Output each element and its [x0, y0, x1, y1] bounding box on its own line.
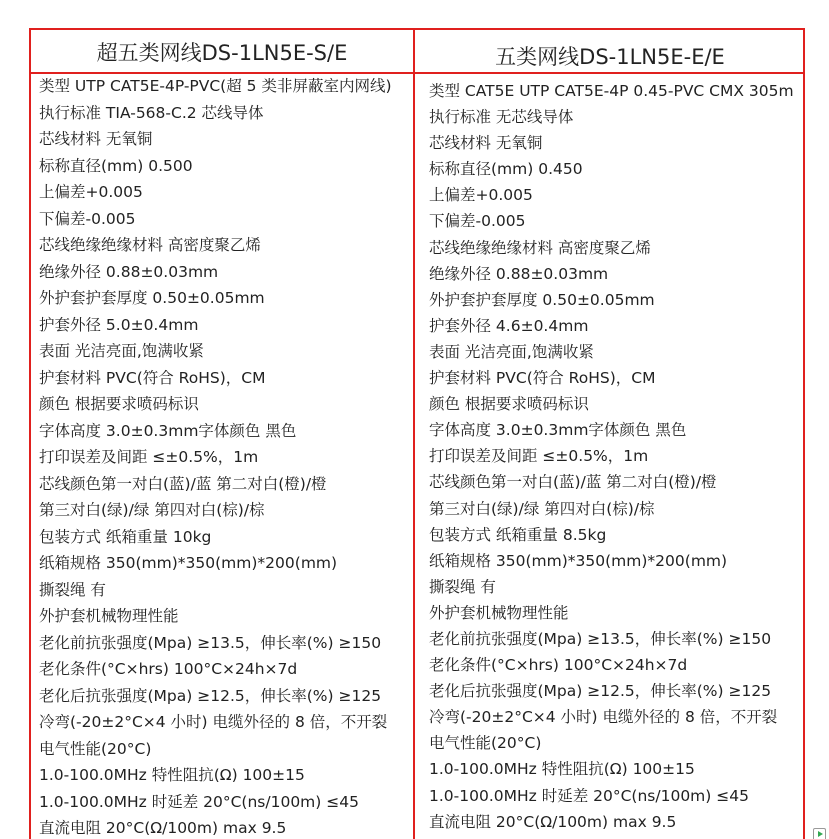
spec-row: 芯线绝缘绝缘材料 高密度聚乙烯 — [429, 238, 651, 257]
spec-row: 电气性能(20°C) — [39, 739, 152, 758]
spec-row: 纸箱规格 350(mm)*350(mm)*200(mm) — [429, 551, 728, 570]
spec-row: 护套材料 PVC(符合 RoHS)，CM — [429, 369, 656, 388]
spec-row: 芯线绝缘绝缘材料 高密度聚乙烯 — [39, 236, 261, 254]
spec-row: 冷弯(-20±2°C×4 小时) 电缆外径的 8 倍，不开裂 — [39, 713, 388, 731]
spec-row: 包装方式 纸箱重量 10kg — [39, 527, 212, 546]
spec-row: 打印误差及间距 ≤±0.5%，1m — [39, 448, 259, 466]
spec-row: 标称直径(mm) 0.500 — [39, 156, 193, 175]
spec-row: 直流电阻 20°C(Ω/100m) max 9.5 — [429, 812, 677, 831]
spec-row: 护套材料 PVC(符合 RoHS)，CM — [39, 368, 266, 387]
spec-row: 撕裂绳 有 — [39, 580, 106, 599]
column-divider — [413, 30, 415, 839]
spec-list-e-e — [429, 78, 801, 835]
spec-row: 老化条件(°C×hrs) 100°C×24h×7d — [429, 656, 688, 675]
spec-list-s-e — [39, 73, 411, 839]
spec-row: 颜色 根据要求喷码标识 — [429, 395, 589, 414]
spec-row: 执行标准 TIA-568-C.2 芯线导体 — [39, 103, 264, 122]
spec-row: 类型 UTP CAT5E-4P-PVC(超 5 类非屏蔽室内网线) — [39, 77, 392, 95]
spec-row: 包装方式 纸箱重量 8.5kg — [429, 525, 607, 544]
spec-row: 绝缘外径 0.88±0.03mm — [429, 264, 609, 283]
spec-row: 打印误差及间距 ≤±0.5%，1m — [429, 447, 649, 466]
spec-row: 老化后抗张强度(Mpa) ≥12.5，伸长率(%) ≥125 — [429, 682, 772, 701]
spec-row: 护套外径 5.0±0.4mm — [39, 315, 199, 334]
spec-row: 老化前抗张强度(Mpa) ≥13.5，伸长率(%) ≥150 — [39, 633, 382, 652]
spec-row: 表面 光洁亮面,饱满收紧 — [429, 342, 594, 361]
spec-row: 绝缘外径 0.88±0.03mm — [39, 262, 219, 281]
spec-row: 芯线材料 无氧铜 — [39, 130, 153, 148]
spec-row: 1.0-100.0MHz 时延差 20°C(ns/100m) ≤45 — [429, 786, 749, 805]
spec-row: 第三对白(绿)/绿 第四对白(棕)/棕 — [39, 501, 265, 519]
spec-row: 护套外径 4.6±0.4mm — [429, 316, 589, 335]
spec-row: 纸箱规格 350(mm)*350(mm)*200(mm) — [39, 554, 338, 572]
spec-row: 芯线颜色第一对白(蓝)/蓝 第二对白(橙)/橙 — [39, 474, 327, 493]
spec-row: 外护套护套厚度 0.50±0.05mm — [39, 289, 265, 307]
spec-row: 字体高度 3.0±0.3mm字体颜色 黑色 — [429, 421, 687, 440]
spec-row: 撕裂绳 有 — [429, 577, 496, 596]
spec-row: 老化后抗张强度(Mpa) ≥12.5，伸长率(%) ≥125 — [39, 686, 382, 705]
spec-row: 1.0-100.0MHz 时延差 20°C(ns/100m) ≤45 — [39, 792, 359, 811]
spec-row: 字体高度 3.0±0.3mm字体颜色 黑色 — [39, 421, 297, 440]
spec-row: 芯线颜色第一对白(蓝)/蓝 第二对白(橙)/橙 — [429, 473, 717, 492]
spec-row: 冷弯(-20±2°C×4 小时) 电缆外径的 8 倍，不开裂 — [429, 708, 778, 727]
spec-row: 芯线材料 无氧铜 — [429, 134, 543, 153]
spec-row: 上偏差+0.005 — [39, 183, 143, 201]
ad-choices-play-icon[interactable] — [813, 828, 826, 839]
column-title-s-e: 超五类网线DS-1LN5E-S/E — [96, 41, 348, 65]
spec-row: 下偏差-0.005 — [429, 212, 526, 231]
spec-row: 外护套机械物理性能 — [39, 607, 179, 625]
spec-row: 表面 光洁亮面,饱满收紧 — [39, 342, 204, 360]
spec-row: 标称直径(mm) 0.450 — [429, 160, 583, 179]
spec-row: 外护套机械物理性能 — [429, 603, 569, 622]
spec-row: 老化前抗张强度(Mpa) ≥13.5，伸长率(%) ≥150 — [429, 629, 772, 648]
spec-row: 1.0-100.0MHz 特性阻抗(Ω) 100±15 — [429, 760, 695, 779]
spec-row: 外护套护套厚度 0.50±0.05mm — [429, 290, 655, 309]
column-title-e-e: 五类网线DS-1LN5E-E/E — [495, 45, 725, 69]
spec-row: 电气性能(20°C) — [429, 734, 542, 753]
spec-row: 直流电阻 20°C(Ω/100m) max 9.5 — [39, 819, 287, 837]
spec-row: 第三对白(绿)/绿 第四对白(棕)/棕 — [429, 499, 655, 518]
spec-row: 执行标准 无芯线导体 — [429, 108, 574, 127]
spec-row: 上偏差+0.005 — [429, 186, 533, 205]
spec-row: 1.0-100.0MHz 特性阻抗(Ω) 100±15 — [39, 766, 305, 784]
spec-comparison-table — [29, 28, 805, 839]
spec-row: 老化条件(°C×hrs) 100°C×24h×7d — [39, 660, 298, 678]
spec-row: 颜色 根据要求喷码标识 — [39, 395, 199, 413]
spec-row: 下偏差-0.005 — [39, 209, 136, 228]
spec-row: 类型 CAT5E UTP CAT5E-4P 0.45-PVC CMX 305m — [429, 82, 794, 100]
